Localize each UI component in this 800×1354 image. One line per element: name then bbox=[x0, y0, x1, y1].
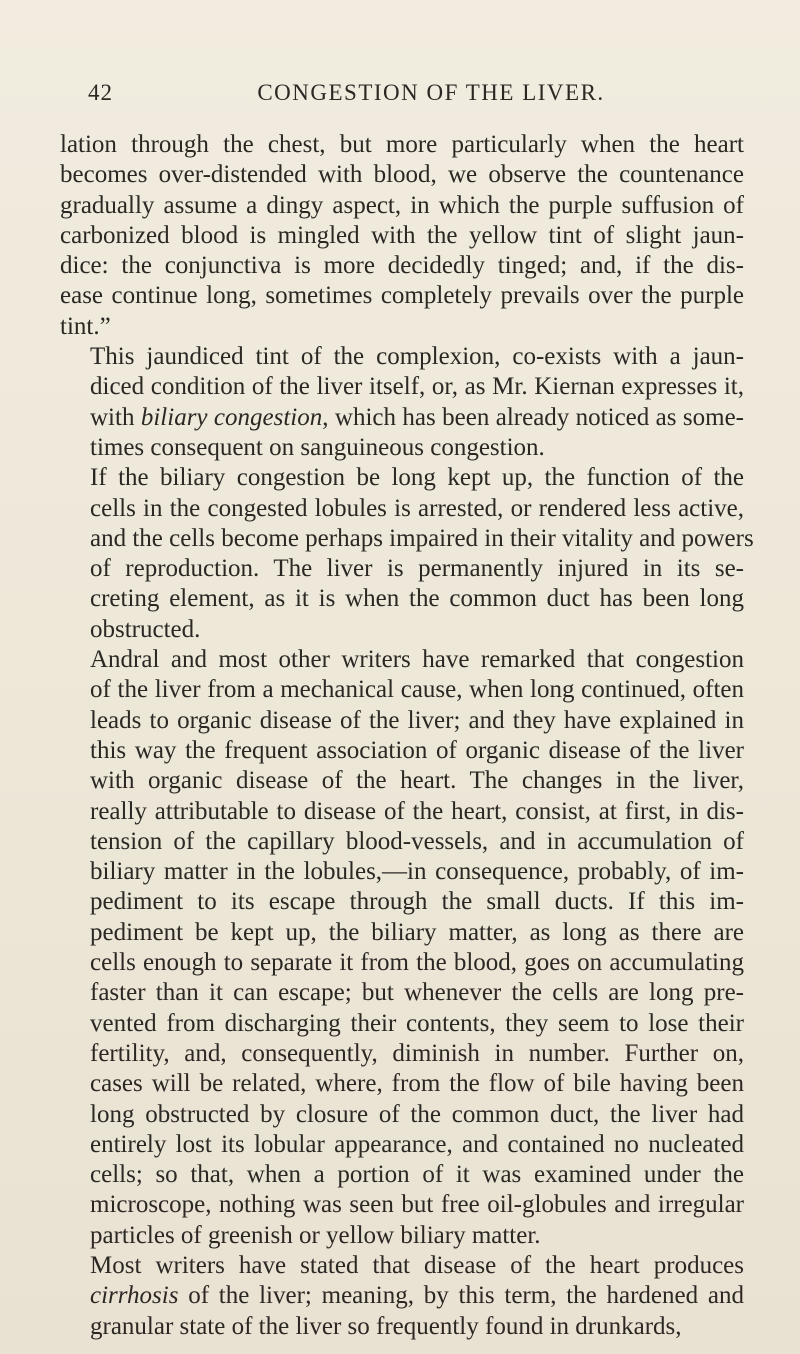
paragraph bbox=[60, 645, 744, 1251]
text-line: times consequent on sanguineous congestion. bbox=[90, 433, 545, 461]
text-line: really attributable to disease of the heart, consist, at first, in dis- bbox=[90, 797, 744, 825]
text-line: dice: the conjunctiva is more decidedly tinged; and, if the dis- bbox=[60, 252, 744, 280]
text-line: cases will be related, where, from the flow of bile having been bbox=[90, 1070, 744, 1098]
text-line: fertility, and, consequently, diminish in number. Further on, bbox=[90, 1039, 744, 1067]
text-line: obstructed. bbox=[90, 615, 201, 643]
text-line: particles of greenish or yellow biliary matter. bbox=[90, 1221, 541, 1249]
italic-term: cirrhosis bbox=[90, 1282, 179, 1310]
paragraph bbox=[60, 1251, 744, 1342]
text-line: faster than it can escape; but whenever the cells are long pre- bbox=[90, 979, 744, 1007]
text-line: cells; so that, when a portion of it was examined under the bbox=[90, 1161, 744, 1189]
text-line: tension of the capillary blood-vessels, and in accumulation of bbox=[90, 827, 744, 855]
text-line: creting element, as it is when the common duct has been long bbox=[90, 585, 744, 613]
text-line: with organic disease of the heart. The changes in the liver, bbox=[90, 767, 744, 795]
paragraph bbox=[60, 342, 744, 463]
text-line: of the liver from a mechanical cause, when long continued, often bbox=[90, 676, 744, 704]
text-line: leads to organic disease of the liver; and they have explained in bbox=[90, 706, 744, 734]
text-line: entirely lost its lobular appearance, and contained no nucleated bbox=[90, 1130, 744, 1158]
text-line: cells in the congested lobules is arrested, or rendered less active, bbox=[90, 494, 744, 522]
text-line: pediment be kept up, the biliary matter, as long as there are bbox=[90, 918, 744, 946]
text-line: and the cells become perhaps impaired in their vitality and powers bbox=[90, 524, 754, 552]
italic-term: biliary congestion bbox=[140, 403, 323, 431]
text-line: Andral and most other writers have remarked that congestion bbox=[90, 646, 744, 674]
text-line: ease continue long, sometimes completely prevails over the purple bbox=[60, 282, 744, 310]
text-line: with biliary congestion, which has been already noticed as some- bbox=[90, 403, 744, 431]
page-number: 42 bbox=[88, 80, 113, 105]
text-line: microscope, nothing was seen but free oil-globules and irregular bbox=[90, 1191, 744, 1219]
text-line: biliary matter in the lobules,—in consequence, probably, of im- bbox=[90, 858, 744, 886]
text-line: vented from discharging their contents, they seem to lose their bbox=[90, 1009, 744, 1037]
paragraph bbox=[60, 130, 744, 342]
text-line: tint.” bbox=[60, 312, 111, 340]
text-line: cells enough to separate it from the blood, goes on accumulating bbox=[90, 949, 744, 977]
running-head: CONGESTION OF THE LIVER. bbox=[257, 80, 605, 105]
text-line: granular state of the liver so frequently found in drunkards, bbox=[90, 1312, 682, 1340]
page-header bbox=[62, 0, 744, 118]
text-line: pediment to its escape through the small ducts. If this im- bbox=[90, 888, 744, 916]
text-line: cirrhosis of the liver; meaning, by this term, the hardened and bbox=[90, 1282, 744, 1310]
body-text bbox=[60, 130, 754, 1342]
text-line: Most writers have stated that disease of the heart produces bbox=[90, 1251, 744, 1279]
text-line: carbonized blood is mingled with the yellow tint of slight jaun- bbox=[60, 221, 744, 249]
text-line: this way the frequent association of organic disease of the liver bbox=[90, 736, 744, 764]
paragraph bbox=[60, 463, 754, 645]
text-line: diced condition of the liver itself, or, as Mr. Kiernan expresses it, bbox=[90, 373, 744, 401]
text-line: becomes over-distended with blood, we observe the countenance bbox=[60, 161, 744, 189]
text-line: This jaundiced tint of the complexion, co-exists with a jaun- bbox=[90, 343, 744, 371]
text-line: of reproduction. The liver is permanently injured in its se- bbox=[90, 555, 744, 583]
text-line: long obstructed by closure of the common duct, the liver had bbox=[90, 1100, 744, 1128]
text-line: If the biliary congestion be long kept up, the function of the bbox=[90, 464, 744, 492]
text-line: lation through the chest, but more particularly when the heart bbox=[60, 131, 744, 158]
text-line: gradually assume a dingy aspect, in which the purple suffusion of bbox=[60, 191, 744, 219]
